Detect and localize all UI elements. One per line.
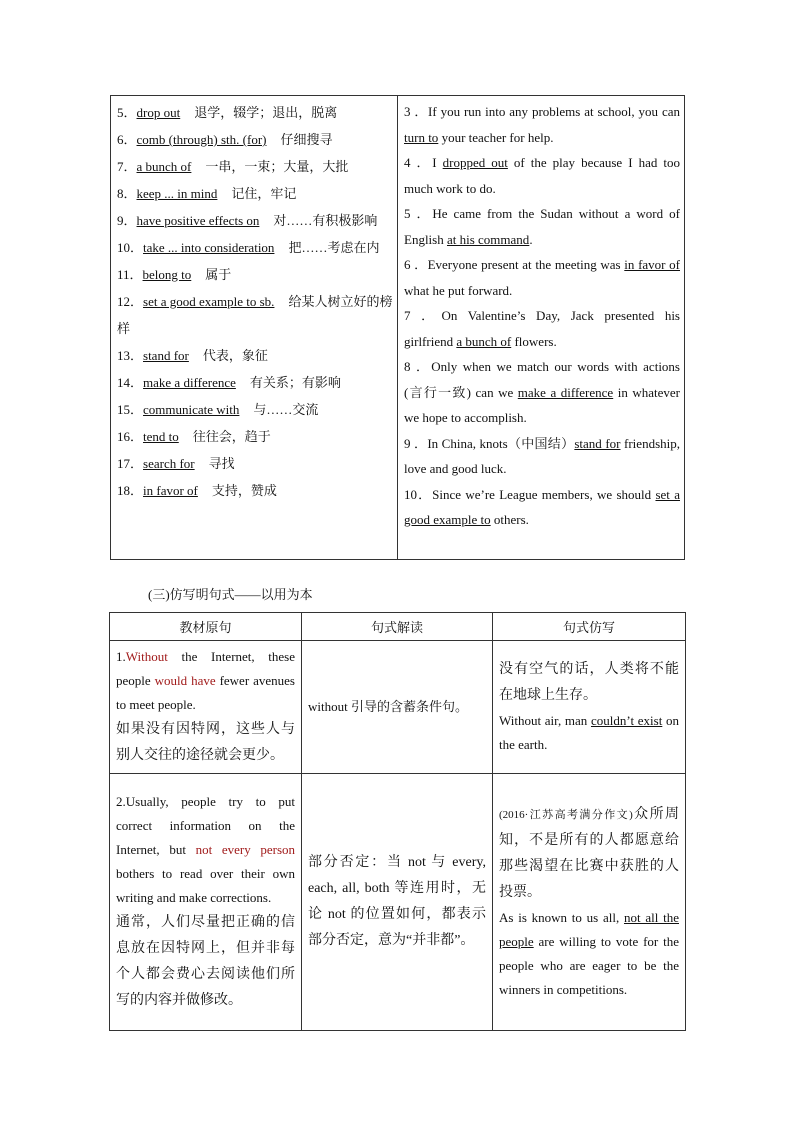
phrase-list [117, 99, 393, 504]
sentence-item: 3 ．If you run into any problems at school, you can turn to your teacher for help. [404, 104, 680, 145]
source-note: (2016·江苏高考满分作文) [499, 809, 633, 821]
phrase-item: 16．tend to 往往会，趋于 [117, 429, 271, 444]
sentence-item: 10．Since we’re League members, we should set a good example to others. [404, 486, 680, 527]
phrase-item: 17．search for 寻找 [117, 456, 235, 471]
sentence-item: 8 ．Only when we match our words with actions (言行一致) can we make a difference in whatever we hope to accomplish. [404, 359, 680, 425]
sentence-list [404, 99, 680, 533]
phrase-item: 6．comb (through) sth. (for) 仔细搜寻 [117, 132, 333, 147]
answer-blank: dropped out [442, 155, 508, 170]
table-row [110, 641, 686, 774]
answer-blank: make a difference [517, 384, 614, 400]
explanation-cell: 部分否定：当 not 与 every, each, all, both 等连用时，无论 not 的位置如何，都表示部分否定，意为“并非都”。 [302, 774, 493, 1031]
imitation-prompt: 众所周知，不是所有的人都愿意给那些渴望在比赛中获胜的人投票。 [499, 807, 679, 900]
keyword: would have [154, 673, 216, 688]
phrase-item: 18．in favor of 支持，赞成 [117, 483, 277, 498]
answer-blank: couldn’t exist [590, 713, 663, 728]
phrase-item: 14．make a difference 有关系；有影响 [117, 375, 341, 390]
answer-blank: turn to [404, 129, 439, 145]
translation: 如果没有因特网，这些人与别人交往的途径就会更少。 [116, 722, 295, 763]
phrase-item: 15．communicate with 与……交流 [117, 402, 319, 417]
header-pattern-explanation: 句式解读 [302, 613, 493, 641]
sentence-item: 4 ．I dropped out of the play because I had too much work to do. [404, 155, 680, 196]
phrase-item: 8．keep ... in mind 记住，牢记 [117, 186, 297, 201]
original-sentence-cell: 2.Usually, people try to put correct information on the Internet, but not every person bothers to read over their own writing and make corrections. 通常，人们尽量把正确的信息放在因特网上，但并非每个人都会费心去阅读他们所写的内容并做修改。 [110, 774, 302, 1031]
phrase-item: 9．have positive effects on 对……有积极影响 [117, 213, 378, 228]
header-original-sentence: 教材原句 [110, 613, 302, 641]
answer-blank: not all the people [499, 910, 679, 949]
header-imitation: 句式仿写 [493, 613, 686, 641]
imitation-prompt: 没有空气的话，人类将不能在地球上生存。 [499, 662, 679, 703]
sentence-pattern-table [109, 612, 686, 1031]
sentence-item: 5 ．He came from the Sudan without a word of English at his command. [404, 206, 680, 247]
section-title: (三)仿写明句式——以用为本 [148, 587, 313, 602]
sentence-item: 9 ．In China, knots（中国结）stand for friendship, love and good luck. [404, 435, 680, 476]
phrase-table [110, 95, 685, 560]
imitation-cell: (2016·江苏高考满分作文)众所周知，不是所有的人都愿意给那些渴望在比赛中获胜的人投票。 As is known to us all, not all the people are willing to vote for the people who are eager to be the winners in competitions. [493, 774, 686, 1031]
translation: 通常，人们尽量把正确的信息放在因特网上，但并非每个人都会费心去阅读他们所写的内容并做修改。 [116, 915, 295, 1008]
original-sentence-cell: 1.Without the Internet, these people would have fewer avenues to meet people. 如果没有因特网，这些人与别人交往的途径就会更少。 [110, 641, 302, 774]
phrase-item: 5．drop out 退学，辍学；退出，脱离 [117, 105, 338, 120]
answer-blank: at his command [446, 231, 530, 247]
answer-blank: stand for [574, 435, 621, 451]
phrase-item: 10．take ... into consideration 把……考虑在内 [117, 240, 380, 255]
answer-blank: in favor of [624, 257, 680, 272]
sentence-item: 6 ．Everyone present at the meeting was in favor of what he put forward. [404, 257, 680, 298]
imitation-cell: 没有空气的话，人类将不能在地球上生存。 Without air, man couldn’t exist on the earth. [493, 641, 686, 774]
phrase-item: 12．set a good example to sb. 给某人树立好的榜样 [117, 294, 393, 336]
column-divider [397, 96, 398, 559]
sentence-item: 7 ．On Valentine’s Day, Jack presented his girlfriend a bunch of flowers. [404, 308, 680, 349]
phrase-item: 13．stand for 代表，象征 [117, 348, 268, 363]
keyword: Without [125, 649, 168, 664]
table-row [110, 774, 686, 1031]
explanation-cell: without 引导的含蓄条件句。 [302, 641, 493, 774]
phrase-item: 7．a bunch of 一串，一束；大量，大批 [117, 159, 349, 174]
answer-blank: a bunch of [456, 333, 512, 349]
phrase-item: 11．belong to 属于 [117, 267, 232, 282]
answer-blank: set a good example to [404, 486, 680, 527]
keyword: not every person [195, 842, 295, 857]
